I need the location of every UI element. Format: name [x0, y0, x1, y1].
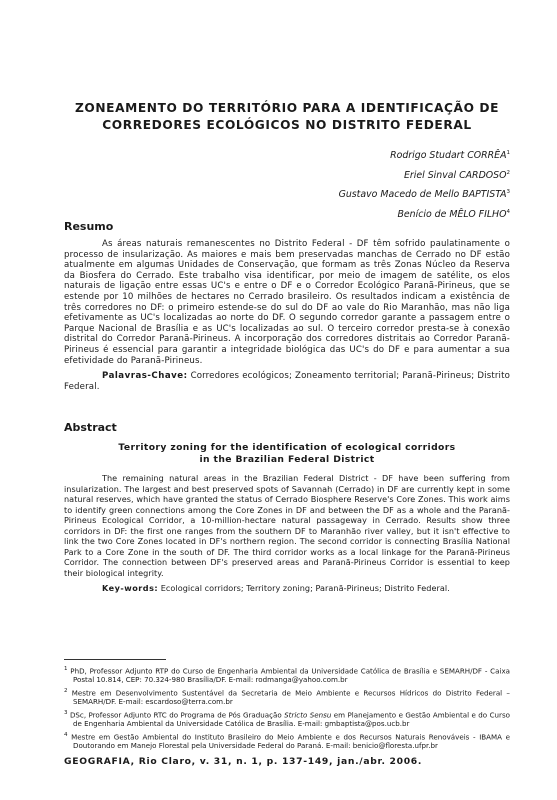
footnote-4: $^4$ Mestre em Gestão Ambiental do Instituto Brasileiro do Meio Ambiente e dos Recursos Naturais Renováveis - IBAMA e Doutorando em Manejo Florestal pela Universidade Federal do Paraná. E-mail: benicio@floresta.ufpr.br [64, 731, 510, 750]
footnotes [64, 665, 510, 753]
abstract-heading: Abstract [64, 421, 117, 434]
author-list [339, 145, 510, 223]
title-line-2: CORREDORES ECOLÓGICOS NO DISTRITO FEDERAL [102, 118, 472, 132]
resumo-keywords: Palavras-Chave: Corredores ecológicos; Zoneamento territorial; Paranã-Pirineus; Distrito Federal. [64, 371, 510, 392]
resumo-heading: Resumo [64, 220, 114, 233]
abstract-text: The remaining natural areas in the Brazilian Federal District - DF have been suffering from insularization. The largest and best preserved spots of Savannah (Cerrado) in DF are currently kept in some natural reserves, which have granted the status of Cerrado Biosphere Reserve's Core Zones. This work aims to identify green connections among the Core Zones in DF and between the DF as a whole and the Paranã-Pirineus Ecological Corridor, a 10-million-hectare natural passageway in Cerrado. Results show three corridors in DF: the first one ranges from the southern DF to Maranhão river valley, but it isn't effective to link the two Core Zones located in DF's northern region. The second corridor is connecting Brasília National Park to a Core Zone in the south of DF. The third corridor works as a local linkage for the Paranã-Pirineus Corridor. The connection between DF's preserved areas and Paranã-Pirineus Corridor is essential to keep their biological integrity. [64, 473, 510, 578]
abstract-keywords: Key-words: Ecological corridors; Territory zoning; Paranã-Pirineus; Distrito Federal. [102, 583, 450, 593]
footnote-2: $^2$ Mestre em Desenvolvimento Sustentável da Secretaria de Meio Ambiente e Recursos Hídricos do Distrito Federal – SEMARH/DF. E-mail: escardoso@terra.com.br [64, 687, 510, 707]
abstract-title: Territory zoning for the identification of ecological corridors in the Brazilian Federal District [118, 442, 456, 465]
footnote-1: $^1$ PhD, Professor Adjunto RTP do Curso de Engenharia Ambiental da Universidade Católica de Brasília e SEMARH/DF - Caixa Postal 10.814, CEP: 70.324-980 Brasília/DF. E-mail: rodmanga@yahoo.com.br [64, 666, 510, 685]
footnote-3: $^3$ DSc, Professor Adjunto RTC do Programa de Pós Graduação Stricto Sensu em Planejamento e Gestão Ambiental e do Curso de Engenharia Ambiental da Universidade Católica de Brasília. E-mail: gmbaptista@pos.ucb.br [64, 709, 510, 728]
abstract-section [64, 473, 510, 594]
author-4: Benício de MÊLO FILHO$^4$ [397, 208, 510, 220]
title-line-1: ZONEAMENTO DO TERRITÓRIO PARA A IDENTIFICAÇÃO DE [74, 101, 500, 115]
article-title [64, 100, 510, 134]
author-1: Rodrigo Studart CORRÊA$^1$ [390, 150, 510, 162]
paper-page [64, 0, 510, 800]
journal-citation: GEOGRAFIA, Rio Claro, v. 31, n. 1, p. 137-149, jan./abr. 2006. [64, 756, 423, 767]
resumo-text: As áreas naturais remanescentes no Distrito Federal - DF têm sofrido paulatinamente o processo de insularização. As maiores e mais bem preservadas manchas de Cerrado no DF estão atualmente em algumas Unidades de Conservação, que formam as três Zonas Núcleo da Reserva da Biosfera do Cerrado. Este trabalho visa identificar, por meio de imagem de satélite, os elos naturais de ligação entre essas UC's e entre o DF e o Corredor Ecológico Paranã-Pirineus, que se estende por 10 milhões de hectares no Cerrado brasileiro. Os resultados indicam a existência de três corredores no DF: o primeiro estende-se do sul do DF ao vale do Rio Maranhão, mas não liga efetivamente as UC's localizadas ao norte do DF. O segundo corredor garante a passagem entre o Parque Nacional de Brasília e as UC's localizadas ao sul. O terceiro corredor presta-se à conexão distrital do Corredor Paranã-Pirineus. A incorporação dos corredores distritais ao Corredor Paranã-Pirineus é essencial para garantir a integridade biológica das UC's do DF e para aumentar a sua efetividade do Paranã-Pirineus. [64, 239, 510, 366]
author-3: Gustavo Macedo de Mello BAPTISTA$^3$ [338, 189, 510, 201]
footnote-divider [64, 659, 166, 660]
author-2: Eriel Sinval CARDOSO$^2$ [403, 169, 510, 181]
resumo-section [64, 239, 510, 392]
